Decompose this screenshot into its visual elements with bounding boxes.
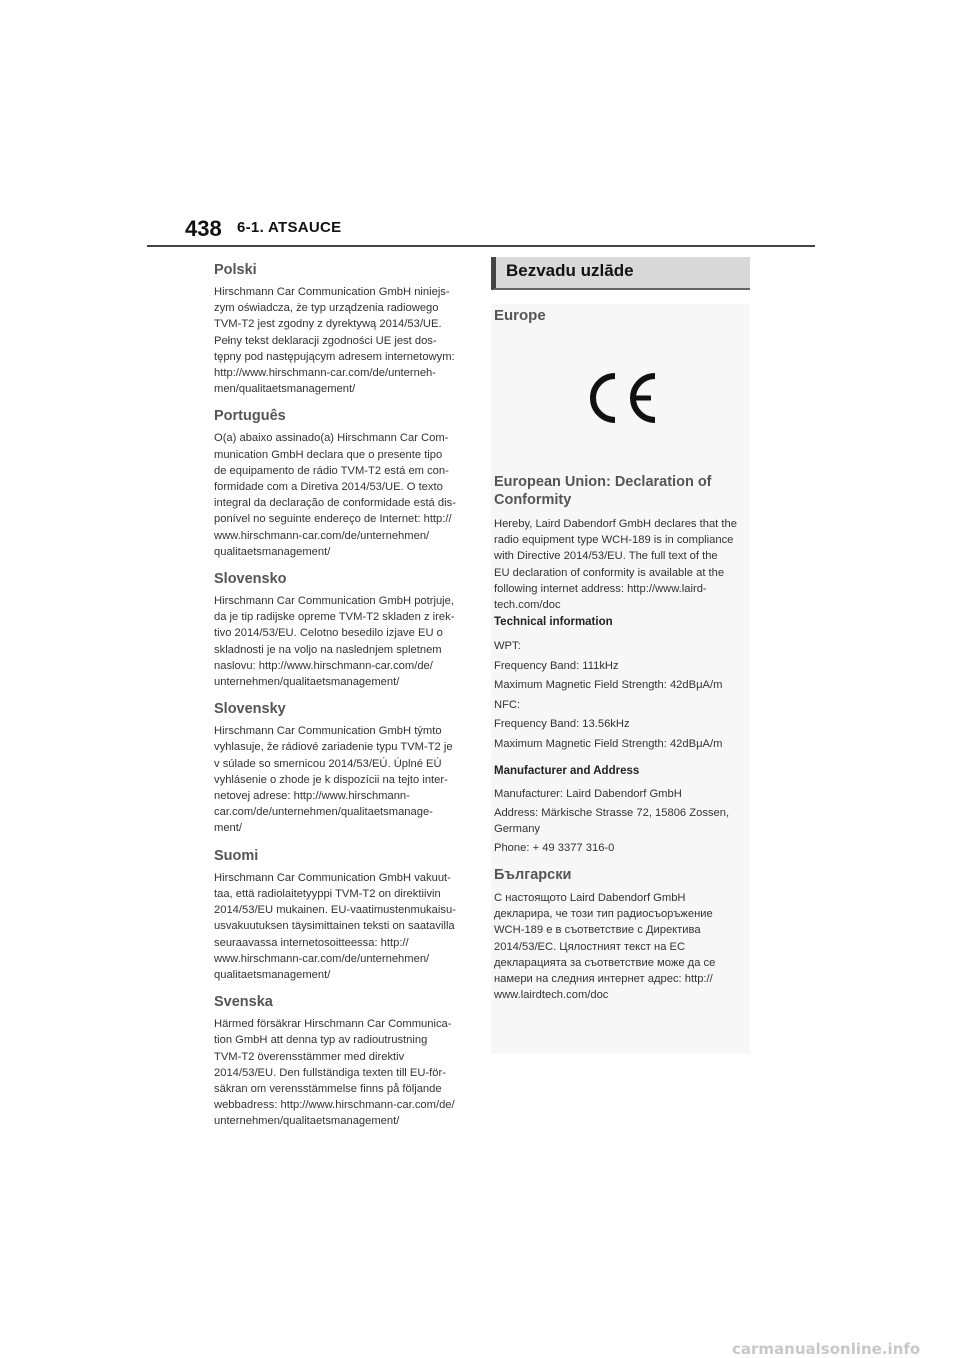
tech-line: Frequency Band: 111kHz <box>494 659 619 672</box>
left-column <box>214 260 476 1139</box>
tech-line: Maximum Magnetic Field Strength: 42dBμA/m <box>494 737 723 750</box>
page-number: 438 <box>185 216 222 241</box>
page-header <box>147 214 815 248</box>
header-divider <box>147 245 815 247</box>
lang-block-polski <box>214 260 476 397</box>
lang-text: Hirschmann Car Communication GmbH týmto vyhlasuje, že rádiové zariadenie typu TVM-T2 je v súlade so smernicou 2014/53/EÚ. Úplné EÚ vyhlásenie o zhode je k dispozícii na tejto inter- netovej adrese: http://www.hirschmann- car.com/de/unternehmen/qualitaetsmanage- ment/ <box>214 725 453 835</box>
manufacturer-line: Address: Märkische Strasse 72, 15806 Zossen, Germany <box>494 807 730 835</box>
technical-info-heading: Technical information <box>494 616 613 628</box>
footer-watermark: carmanualsonline.info <box>732 1340 921 1358</box>
bulgarian-text: С настоящото Laird Dabendorf GmbH декларира, че този тип радиосъоръжение WCH-189 е в съответствие с Директива 2014/53/ЕС. Цялостният текст на ЕС декларацията за съответствие може да се намери на следния интернет адрес: http:// www.lairdtech.com/doc <box>494 892 716 1002</box>
declaration-panel <box>491 304 750 1054</box>
lang-title: Slovensko <box>214 571 287 588</box>
lang-title: Slovensky <box>214 701 286 718</box>
lang-title: Suomi <box>214 847 259 864</box>
lang-text: Hirschmann Car Communication GmbH niniejs- zym oświadcza, że typ urządzenia radiowego TVM-T2 jest zgodny z dyrektywą 2014/53/UE. Pełny tekst deklaracji zgodności UE jest dos- tępny pod następującym adresem internetowym: http://www.hirschmann-car.com/de/unterneh- men/qualitaetsmanagement/ <box>214 286 455 396</box>
lang-block-suomi <box>214 846 476 983</box>
manufacturer-line: Phone: + 49 3377 316-0 <box>494 842 615 854</box>
lang-block-portugues <box>214 406 476 560</box>
manufacturer-heading: Manufacturer and Address <box>494 765 640 777</box>
eu-declaration-text: Hereby, Laird Dabendorf GmbH declares that the radio equipment type WCH-189 is in compliance with Directive 2014/53/EU. The full text of the EU declaration of conformity is available at the following internet address: http://www.laird- tech.com/doc <box>494 518 737 612</box>
wireless-charging-header <box>491 257 750 290</box>
lang-text: O(a) abaixo assinado(a) Hirschmann Car Com- munication GmbH declara que o presente tipo de equipamento de rádio TVM-T2 está em con- formidade com a Diretiva 2014/53/UE. O texto integral da declaração de conformidade está dis- ponível no seguinte endereço de Internet: http:// www.hirschmann-car.com/de/unternehmen/ qualitaetsmanagement/ <box>214 432 456 558</box>
tech-line: WPT: <box>494 640 521 652</box>
lang-text: Härmed försäkrar Hirschmann Car Communica- tion GmbH att denna typ av radioutrustning TVM-T2 överensstämmer med direktiv 2014/53/EU. Den fullständiga texten till EU-för- säkran om verensstämmelse finns på följande webbadress: http://www.hirschmann-car.com/de/ unternehmen/qualitaetsmanagement/ <box>214 1018 455 1128</box>
tech-line: NFC: <box>494 698 521 711</box>
lang-block-slovensky <box>214 699 476 836</box>
lang-title: Português <box>214 408 286 425</box>
technical-info-list <box>494 638 750 755</box>
manufacturer-line: Manufacturer: Laird Dabendorf GmbH <box>494 788 682 800</box>
section-title: 6-1. ATSAUCE <box>237 219 342 236</box>
europe-heading: Europe <box>494 307 546 324</box>
eu-declaration-title: European Union: Declaration of Conformity <box>494 474 712 508</box>
right-column <box>491 257 750 1054</box>
lang-text: Hirschmann Car Communication GmbH vakuut- taa, että radiolaitetyyppi TVM-T2 on direktiivin 2014/53/EU mukainen. EU-vaatimustenmukaisu- usvakuutuksen täysimittainen teksti on saatavilla seuraavassa internetosoitteessa: http:// www.hirschmann-car.com/de/unternehmen/ qualitaetsmanagement/ <box>214 871 456 981</box>
ce-mark-icon <box>581 370 661 426</box>
lang-title: Polski <box>214 262 257 278</box>
tech-line: Maximum Magnetic Field Strength: 42dBμA/m <box>494 679 723 691</box>
lang-block-slovensko <box>214 569 476 690</box>
bulgarian-heading: Български <box>494 867 572 883</box>
manufacturer-list <box>494 786 750 859</box>
lang-block-svenska <box>214 992 476 1129</box>
tech-line: Frequency Band: 13.56kHz <box>494 718 630 730</box>
lang-title: Svenska <box>214 994 273 1011</box>
box-title: Bezvadu uzlāde <box>506 261 634 280</box>
lang-text: Hirschmann Car Communication GmbH potrjuje, da je tip radijske opreme TVM-T2 skladen z irek- tivo 2014/53/EU. Celotno besedilo izjave EU o skladnosti je na voljo na naslednjem spletnem naslovu: http://www.hirschmann-car.com/de/ unternehmen/qualitaetsmanagement/ <box>214 595 455 689</box>
